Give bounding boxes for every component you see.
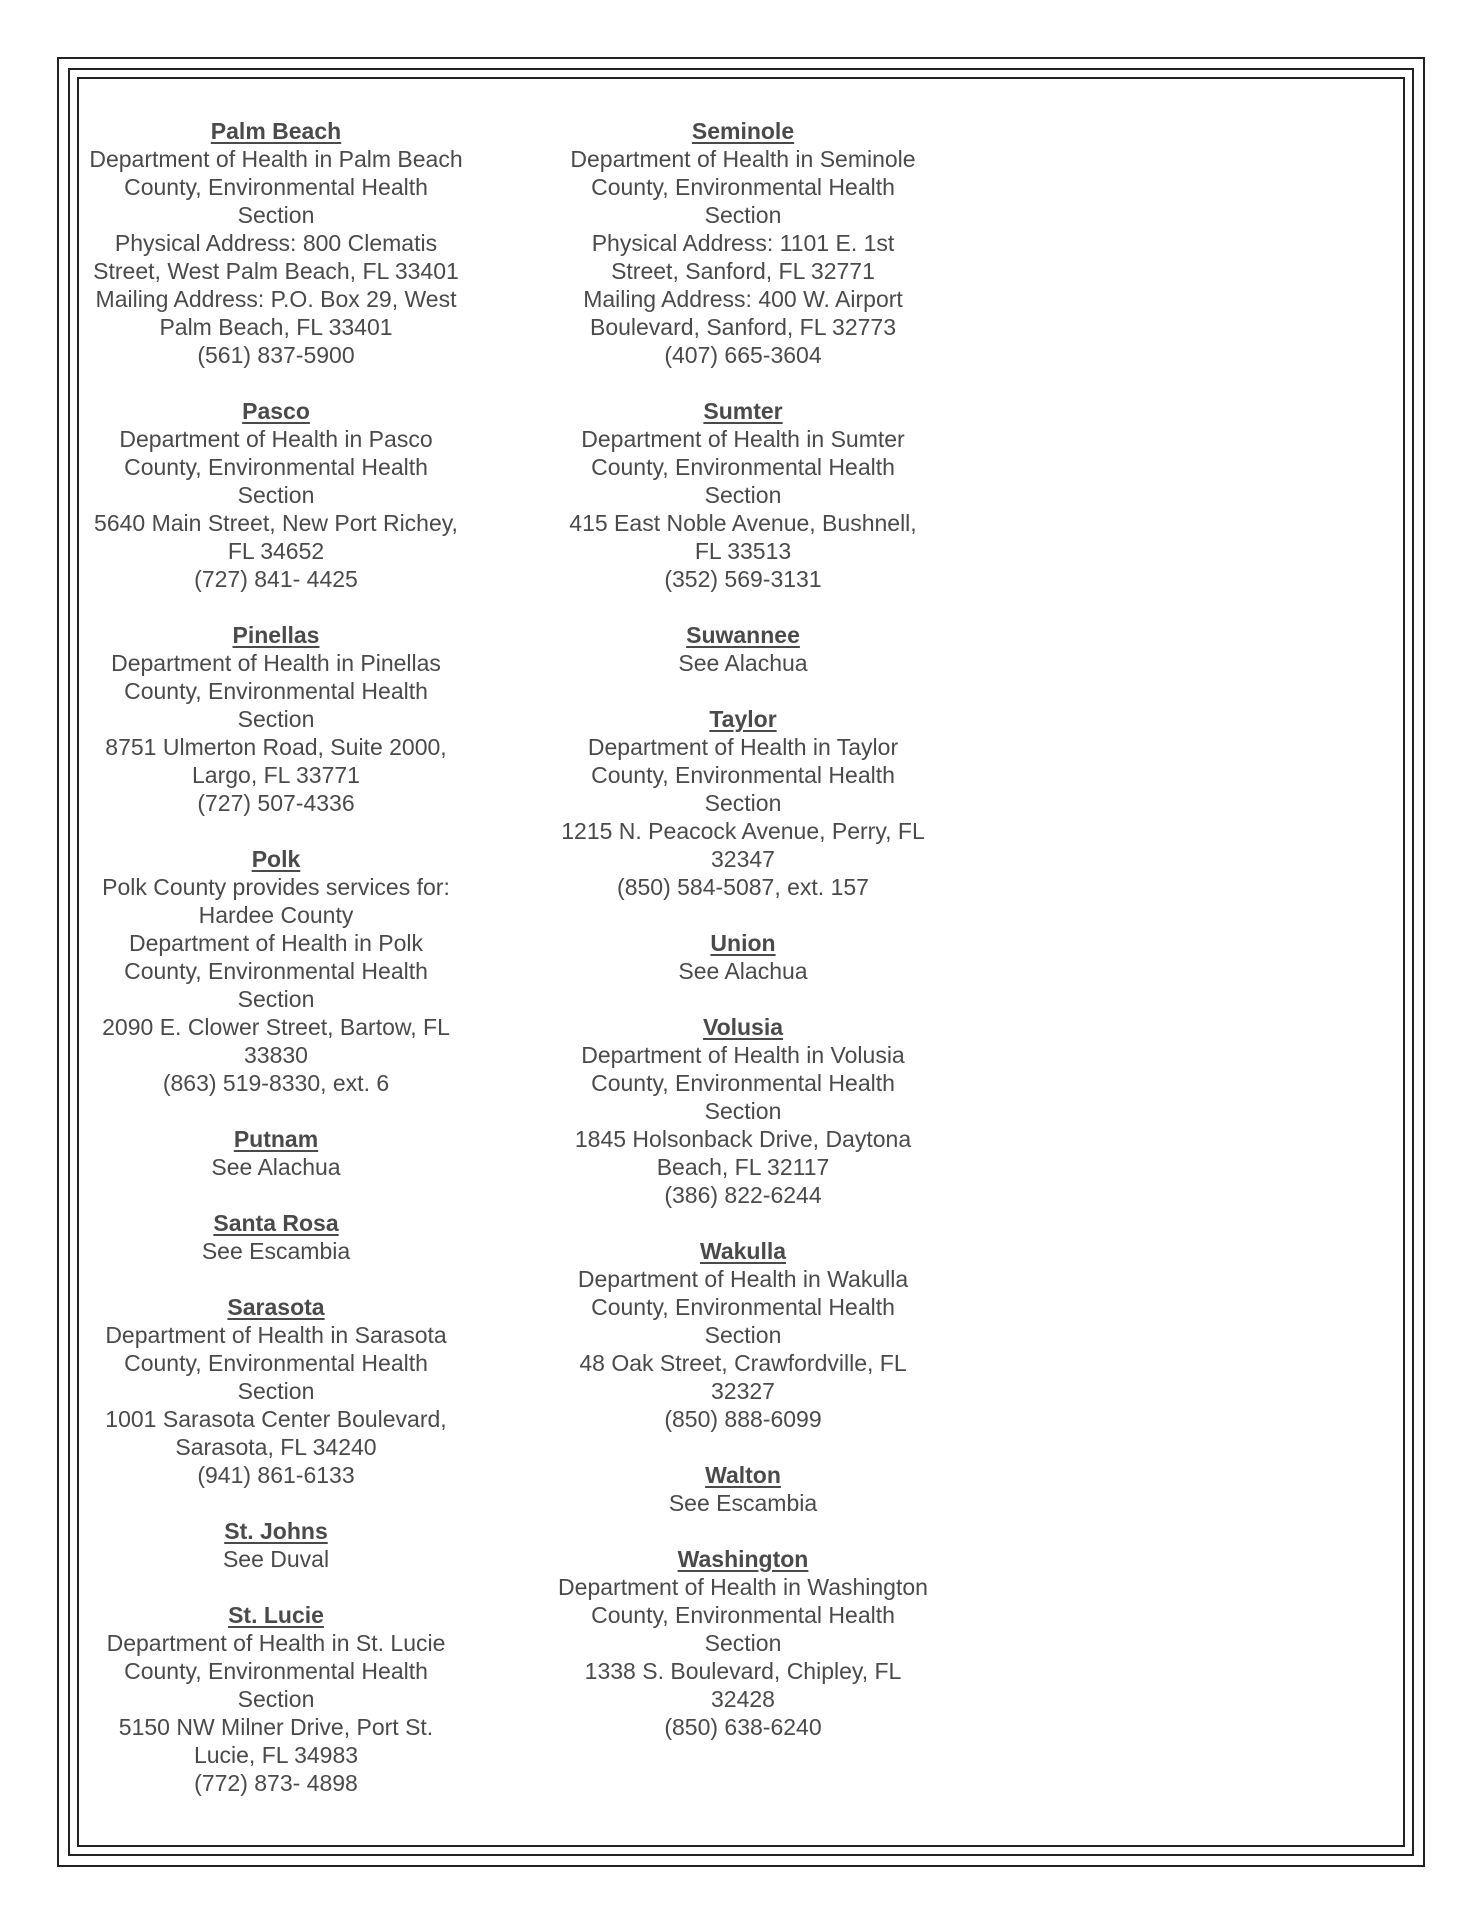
county-entry-seminole (555, 117, 931, 369)
county-line: 1338 S. Boulevard, Chipley, FL 32428 (584, 1658, 902, 1712)
county-name: Putnam (233, 1126, 319, 1152)
county-name: Volusia (702, 1014, 784, 1040)
county-entry-sumter (555, 397, 931, 593)
county-name: Union (710, 930, 776, 956)
county-line: Department of Health in Seminole County, Environmental Health Section (570, 146, 916, 228)
county-line: Department of Health in Sarasota County, Environmental Health Section (105, 1322, 447, 1404)
county-phone: (386) 822-6244 (664, 1182, 822, 1208)
county-line: 5640 Main Street, New Port Richey, FL 34652 (94, 510, 458, 564)
county-phone: (727) 507-4336 (197, 790, 355, 816)
county-entry-wakulla (555, 1237, 931, 1433)
county-name: Taylor (709, 706, 777, 732)
county-line: Department of Health in Wakulla County, Environmental Health Section (577, 1266, 909, 1348)
county-line: See Alachua (678, 958, 808, 984)
county-name: Washington (677, 1546, 809, 1572)
county-entry-washington (555, 1545, 931, 1741)
county-line: See Escambia (668, 1490, 818, 1516)
county-line: Mailing Address: P.O. Box 29, West Palm Beach, FL 33401 (95, 286, 457, 340)
right-column (555, 117, 931, 1769)
county-entry-polk (88, 845, 464, 1097)
county-line: See Alachua (211, 1154, 341, 1180)
county-line: 1001 Sarasota Center Boulevard, Sarasota, FL 34240 (105, 1406, 447, 1460)
county-line: See Duval (222, 1546, 330, 1572)
county-line: See Escambia (201, 1238, 351, 1264)
county-line: See Alachua (678, 650, 808, 676)
county-name: St. Johns (224, 1518, 328, 1544)
left-column (88, 117, 464, 1825)
county-line: Department of Health in Volusia County, Environmental Health Section (581, 1042, 905, 1124)
county-name: Sarasota (227, 1294, 325, 1320)
county-line: 2090 E. Clower Street, Bartow, FL 33830 (102, 1014, 450, 1068)
county-phone: (352) 569-3131 (664, 566, 822, 592)
county-entry-st-lucie (88, 1601, 464, 1797)
county-name: Polk (251, 846, 301, 872)
county-entry-walton (555, 1461, 931, 1517)
county-name: Pinellas (232, 622, 320, 648)
county-phone: (863) 519-8330, ext. 6 (162, 1070, 390, 1096)
county-line: 8751 Ulmerton Road, Suite 2000, Largo, FL 33771 (105, 734, 447, 788)
county-name: Santa Rosa (213, 1210, 339, 1236)
county-line: Physical Address: 800 Clematis Street, West Palm Beach, FL 33401 (93, 230, 459, 284)
county-entry-sarasota (88, 1293, 464, 1489)
county-phone: (727) 841- 4425 (194, 566, 358, 592)
county-line: Department of Health in Taylor County, Environmental Health Section (587, 734, 899, 816)
county-line: Department of Health in Polk County, Environmental Health Section (124, 930, 428, 1012)
county-line: Department of Health in Sumter County, Environmental Health Section (581, 426, 905, 508)
county-entry-pasco (88, 397, 464, 593)
county-line: Department of Health in Washington County, Environmental Health Section (558, 1574, 928, 1656)
county-name: Wakulla (699, 1238, 787, 1264)
county-entry-palm-beach (88, 117, 464, 369)
county-phone: (407) 665-3604 (664, 342, 822, 368)
county-entry-volusia (555, 1013, 931, 1209)
county-phone: (772) 873- 4898 (194, 1770, 358, 1796)
county-name: St. Lucie (228, 1602, 324, 1628)
county-name: Pasco (242, 398, 310, 424)
county-entry-taylor (555, 705, 931, 901)
county-line: 5150 NW Milner Drive, Port St. Lucie, FL 34983 (118, 1714, 434, 1768)
county-entry-putnam (88, 1125, 464, 1181)
county-name: Suwannee (686, 622, 800, 648)
county-line: 48 Oak Street, Crawfordville, FL 32327 (579, 1350, 907, 1404)
county-phone: (941) 861-6133 (197, 1462, 355, 1488)
county-name: Sumter (703, 398, 783, 424)
county-phone: (561) 837-5900 (197, 342, 355, 368)
county-line: Mailing Address: 400 W. Airport Boulevard, Sanford, FL 32773 (583, 286, 903, 340)
county-name: Seminole (691, 118, 795, 144)
county-entry-suwannee (555, 621, 931, 677)
county-entry-union (555, 929, 931, 985)
county-line: Physical Address: 1101 E. 1st Street, Sanford, FL 32771 (591, 230, 895, 284)
county-entry-st-johns (88, 1517, 464, 1573)
county-line: 1215 N. Peacock Avenue, Perry, FL 32347 (561, 818, 925, 872)
county-name: Palm Beach (210, 118, 342, 144)
county-line: Department of Health in Pasco County, Environmental Health Section (119, 426, 433, 508)
county-entry-pinellas (88, 621, 464, 817)
county-phone: (850) 584-5087, ext. 157 (617, 874, 869, 900)
county-line: Department of Health in Palm Beach County, Environmental Health Section (89, 146, 463, 228)
county-entry-santa-rosa (88, 1209, 464, 1265)
county-line: Polk County provides services for: (102, 874, 450, 900)
county-line: Hardee County (198, 902, 354, 928)
county-line: Department of Health in Pinellas County, Environmental Health Section (111, 650, 441, 732)
county-line: 1845 Holsonback Drive, Daytona Beach, FL 32117 (574, 1126, 912, 1180)
county-line: 415 East Noble Avenue, Bushnell, FL 33513 (569, 510, 917, 564)
county-phone: (850) 888-6099 (664, 1406, 822, 1432)
county-line: Department of Health in St. Lucie County, Environmental Health Section (106, 1630, 446, 1712)
county-name: Walton (705, 1462, 781, 1488)
county-phone: (850) 638-6240 (664, 1714, 822, 1740)
